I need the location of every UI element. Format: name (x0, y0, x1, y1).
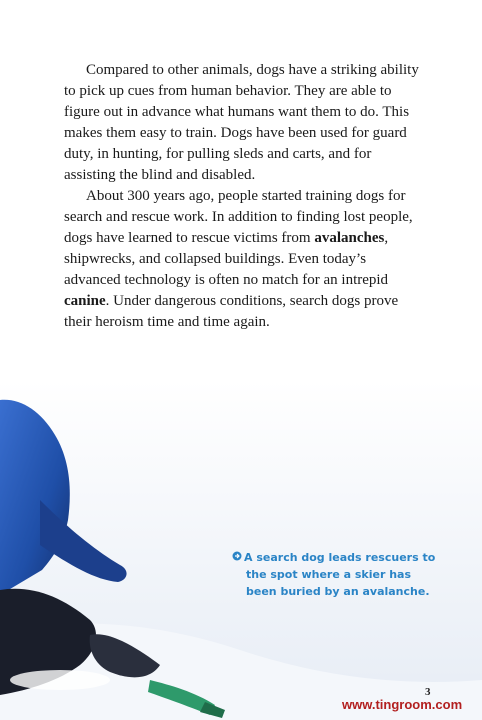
paragraph-2-text-a: About 300 years ago, people started training dogs for search and rescue work. In addition to finding lost people, dogs have learned to rescue victims from (64, 188, 413, 246)
snow-dust (10, 670, 110, 690)
photo-caption (232, 549, 442, 600)
paragraph-2-text-c: . Under dangerous conditions, search dogs prove their heroism time and time again. (64, 293, 399, 330)
paragraph-2 (64, 186, 426, 333)
circle-arrow-icon (232, 549, 244, 566)
watermark: www.tingroom.com (342, 697, 463, 712)
caption-text: A search dog leads rescuers to the spot where a skier has been buried by an avalanche. (244, 551, 436, 598)
page-number: 3 (425, 686, 431, 698)
paragraph-1-text: Compared to other animals, dogs have a striking ability to pick up cues from human behavior. They are able to figure out in advance what humans want them to do. This makes them easy to train. Dogs have been used for guard duty, in hunting, for pulling sleds and carts, and for assisting the blind and disabled. (64, 62, 419, 183)
paragraph-2-text-b: , shipwrecks, and collapsed buildings. Even today’s advanced technology is often no match for an intrepid (64, 230, 389, 288)
term-avalanches: avalanches (314, 230, 385, 246)
paragraph-1 (64, 60, 426, 186)
term-canine: canine (64, 293, 106, 309)
body-text (64, 60, 426, 333)
